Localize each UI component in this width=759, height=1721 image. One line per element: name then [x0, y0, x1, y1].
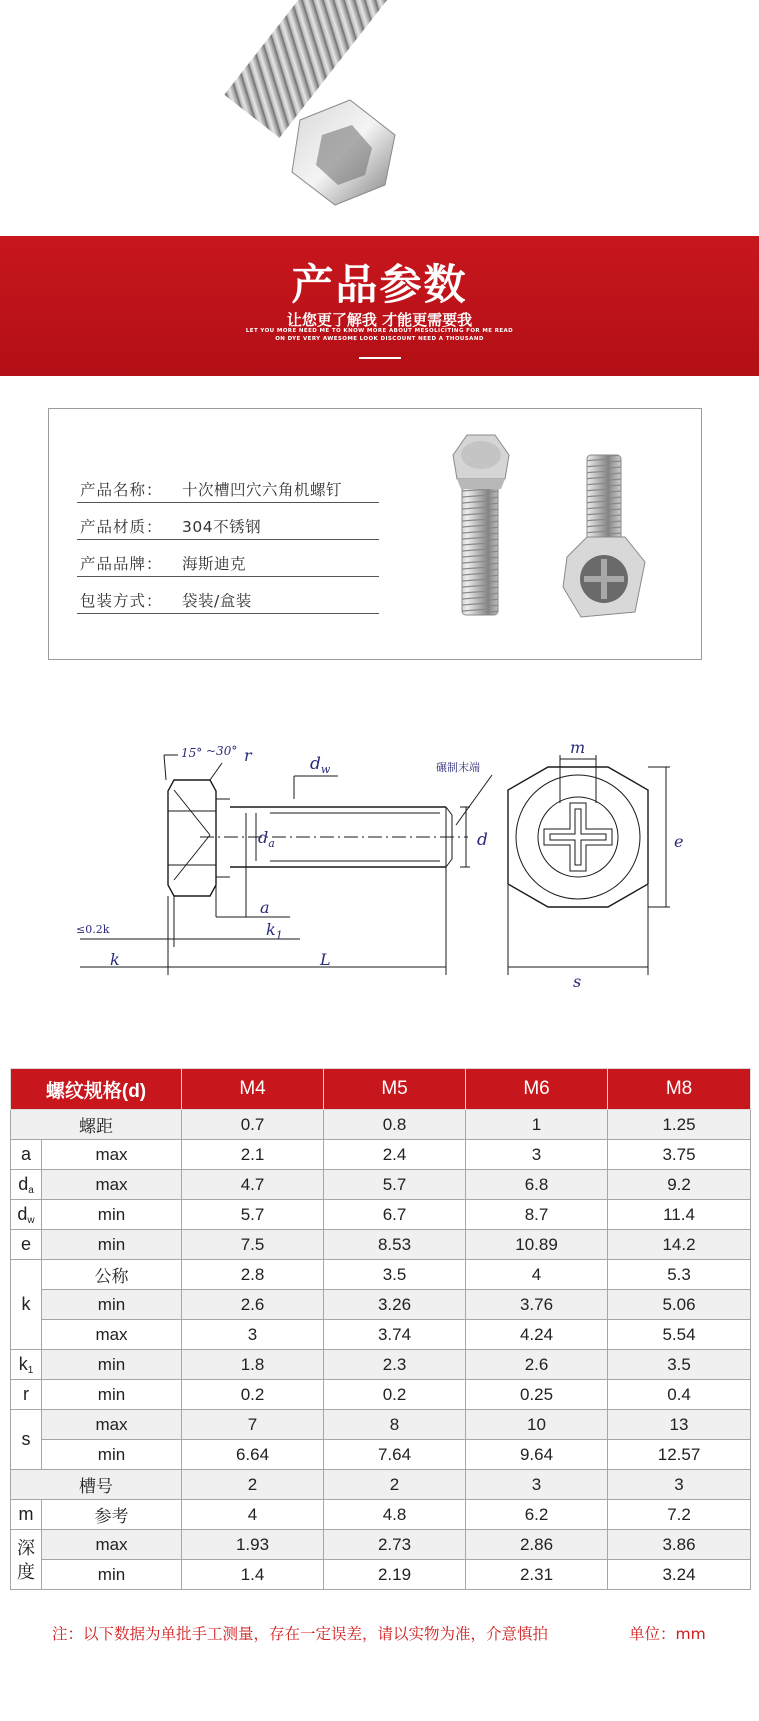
table-cell: 8.7 — [466, 1200, 608, 1230]
table-header-cell: 螺纹规格(d) — [11, 1069, 182, 1110]
row-label: min — [42, 1230, 182, 1260]
row-group: m — [11, 1500, 42, 1530]
table-cell: 1.8 — [182, 1350, 324, 1380]
row-label: 公称 — [42, 1260, 182, 1290]
screw-photo-illustration — [0, 0, 759, 230]
table-header-cell: M4 — [182, 1069, 324, 1110]
table-cell: 6.7 — [324, 1200, 466, 1230]
table-cell: 1.93 — [182, 1530, 324, 1560]
table-cell: 2.1 — [182, 1140, 324, 1170]
row-label: 螺距 — [11, 1110, 182, 1140]
table-header-row — [11, 1069, 751, 1110]
row-group: $k_1$ — [11, 1350, 42, 1380]
row-group: a — [11, 1140, 42, 1170]
table-cell: 3.86 — [608, 1530, 751, 1560]
table-cell: 2.8 — [182, 1260, 324, 1290]
table-cell: 3.5 — [324, 1260, 466, 1290]
table-cell: 12.57 — [608, 1440, 751, 1470]
info-label: 产品名称： — [80, 481, 163, 499]
table-row — [11, 1320, 751, 1350]
table-cell: 5.7 — [324, 1170, 466, 1200]
table-cell: 3 — [608, 1470, 751, 1500]
table-row — [11, 1440, 751, 1470]
table-cell: 10.89 — [466, 1230, 608, 1260]
top-product-photo — [0, 0, 759, 230]
table-cell: 1 — [466, 1110, 608, 1140]
table-cell: 4.24 — [466, 1320, 608, 1350]
table-cell: 4 — [182, 1500, 324, 1530]
table-cell: 4.7 — [182, 1170, 324, 1200]
table-cell: 2.4 — [324, 1140, 466, 1170]
table-cell: 0.2 — [324, 1380, 466, 1410]
row-label: max — [42, 1170, 182, 1200]
table-row — [11, 1290, 751, 1320]
info-row-material — [77, 511, 379, 540]
table-cell: 8.53 — [324, 1230, 466, 1260]
table-cell: 5.54 — [608, 1320, 751, 1350]
table-row — [11, 1170, 751, 1200]
diagram-label-k: k — [110, 950, 120, 969]
table-cell: 4 — [466, 1260, 608, 1290]
banner-subtitle: 让您更了解我 才能更需要我 — [286, 311, 473, 329]
info-row-name — [77, 474, 379, 503]
table-header-cell: M5 — [324, 1069, 466, 1110]
table-cell: 2 — [182, 1470, 324, 1500]
footer-note: 注：以下数据为单批手工测量，存在一定误差，请以实物为准，介意慎拍 — [52, 1625, 549, 1643]
table-row — [11, 1110, 751, 1140]
table-cell: 0.25 — [466, 1380, 608, 1410]
table-cell: 7 — [182, 1410, 324, 1440]
table-cell: 9.64 — [466, 1440, 608, 1470]
diagram-label-angle-30: ~30° — [206, 744, 238, 758]
info-label: 产品品牌： — [80, 555, 163, 573]
row-label: min — [42, 1200, 182, 1230]
table-cell: 9.2 — [608, 1170, 751, 1200]
table-cell: 6.8 — [466, 1170, 608, 1200]
table-cell: 3 — [466, 1140, 608, 1170]
table-cell: 2.3 — [324, 1350, 466, 1380]
row-label: min — [42, 1560, 182, 1590]
table-cell: 2.6 — [466, 1350, 608, 1380]
spec-table — [10, 1068, 751, 1590]
table-row — [11, 1470, 751, 1500]
info-value: 袋装/盒装 — [182, 592, 252, 610]
table-row — [11, 1530, 751, 1560]
info-row-packaging — [77, 585, 379, 614]
diagram-label-r: r — [244, 746, 252, 765]
table-cell: 3.26 — [324, 1290, 466, 1320]
table-cell: 13 — [608, 1410, 751, 1440]
row-group: $d_w$ — [11, 1200, 42, 1230]
info-label: 产品材质： — [80, 518, 163, 536]
info-row-brand — [77, 548, 379, 577]
row-label: max — [42, 1410, 182, 1440]
table-cell: 3.74 — [324, 1320, 466, 1350]
row-group: 深度 — [11, 1530, 42, 1590]
table-cell: 6.64 — [182, 1440, 324, 1470]
banner-title: 产品参数 — [291, 260, 468, 309]
product-info-box — [48, 408, 702, 660]
table-cell: 2.31 — [466, 1560, 608, 1590]
diagram-label-k1: $k_1$ — [266, 920, 283, 942]
table-cell: 6.2 — [466, 1500, 608, 1530]
table-cell: 14.2 — [608, 1230, 751, 1260]
diagram-label-dw: $d_w$ — [310, 754, 331, 776]
dimension-diagram — [70, 735, 710, 1005]
table-cell: 2.73 — [324, 1530, 466, 1560]
table-cell: 8 — [324, 1410, 466, 1440]
row-label: min — [42, 1440, 182, 1470]
table-row — [11, 1500, 751, 1530]
info-value: 十次槽凹穴六角机螺钉 — [182, 481, 343, 499]
table-cell: 5.3 — [608, 1260, 751, 1290]
table-row — [11, 1200, 751, 1230]
diagram-label-rolled-end: 碾制末端 — [436, 761, 480, 774]
diagram-label-s: s — [573, 972, 582, 991]
diagram-label-a: a — [260, 898, 270, 917]
table-cell: 7.5 — [182, 1230, 324, 1260]
table-cell: 3.24 — [608, 1560, 751, 1590]
table-cell: 1.4 — [182, 1560, 324, 1590]
table-cell: 5.06 — [608, 1290, 751, 1320]
info-label: 包装方式： — [80, 592, 163, 610]
table-row — [11, 1380, 751, 1410]
row-label: max — [42, 1140, 182, 1170]
table-row — [11, 1350, 751, 1380]
table-header-cell: M6 — [466, 1069, 608, 1110]
row-label: min — [42, 1290, 182, 1320]
table-row — [11, 1410, 751, 1440]
banner-english-line-1: LET YOU MORE NEED ME TO KNOW MORE ABOUT MESOLICITING FOR ME READ — [245, 328, 514, 334]
section-banner — [0, 236, 759, 376]
table-cell: 3 — [466, 1470, 608, 1500]
table-cell: 2.6 — [182, 1290, 324, 1320]
table-row — [11, 1260, 751, 1290]
row-group: $d_a$ — [11, 1170, 42, 1200]
row-group: s — [11, 1410, 42, 1470]
table-cell: 5.7 — [182, 1200, 324, 1230]
table-cell: 7.64 — [324, 1440, 466, 1470]
info-value: 304不锈钢 — [182, 518, 262, 536]
diagram-label-m: m — [570, 738, 586, 757]
table-cell: 2 — [324, 1470, 466, 1500]
table-cell: 2.19 — [324, 1560, 466, 1590]
screws-product-image — [449, 427, 685, 642]
table-cell: 0.2 — [182, 1380, 324, 1410]
row-label: 槽号 — [11, 1470, 182, 1500]
row-group: k — [11, 1260, 42, 1350]
table-cell: 3.5 — [608, 1350, 751, 1380]
row-group: r — [11, 1380, 42, 1410]
diagram-label-d: d — [477, 830, 488, 850]
table-cell: 7.2 — [608, 1500, 751, 1530]
table-cell: 0.8 — [324, 1110, 466, 1140]
table-row — [11, 1560, 751, 1590]
table-cell: 10 — [466, 1410, 608, 1440]
row-label: 参考 — [42, 1500, 182, 1530]
table-cell: 1.25 — [608, 1110, 751, 1140]
diagram-label-e: e — [674, 832, 684, 851]
diagram-label-tolerance: ≤0.2k — [76, 923, 110, 936]
table-cell: 11.4 — [608, 1200, 751, 1230]
row-group: e — [11, 1230, 42, 1260]
row-label: max — [42, 1530, 182, 1560]
banner-english-line-2: ON DYE VERY AWESOME LOOK DISCOUNT NEED A THOUSAND — [275, 336, 484, 342]
table-cell: 2.86 — [466, 1530, 608, 1560]
table-cell: 4.8 — [324, 1500, 466, 1530]
info-value: 海斯迪克 — [182, 555, 247, 573]
banner-divider — [359, 357, 401, 359]
footer-unit: 单位：mm — [629, 1625, 706, 1643]
table-cell: 0.7 — [182, 1110, 324, 1140]
table-row — [11, 1230, 751, 1260]
table-cell: 0.4 — [608, 1380, 751, 1410]
table-cell: 3 — [182, 1320, 324, 1350]
diagram-label-L: L — [320, 950, 331, 969]
row-label: max — [42, 1320, 182, 1350]
diagram-label-angle-15: 15° — [181, 746, 203, 760]
table-cell: 3.76 — [466, 1290, 608, 1320]
table-row — [11, 1140, 751, 1170]
diagram-label-da: $d_a$ — [258, 828, 275, 850]
row-label: min — [42, 1350, 182, 1380]
row-label: min — [42, 1380, 182, 1410]
table-cell: 3.75 — [608, 1140, 751, 1170]
table-header-cell: M8 — [608, 1069, 751, 1110]
